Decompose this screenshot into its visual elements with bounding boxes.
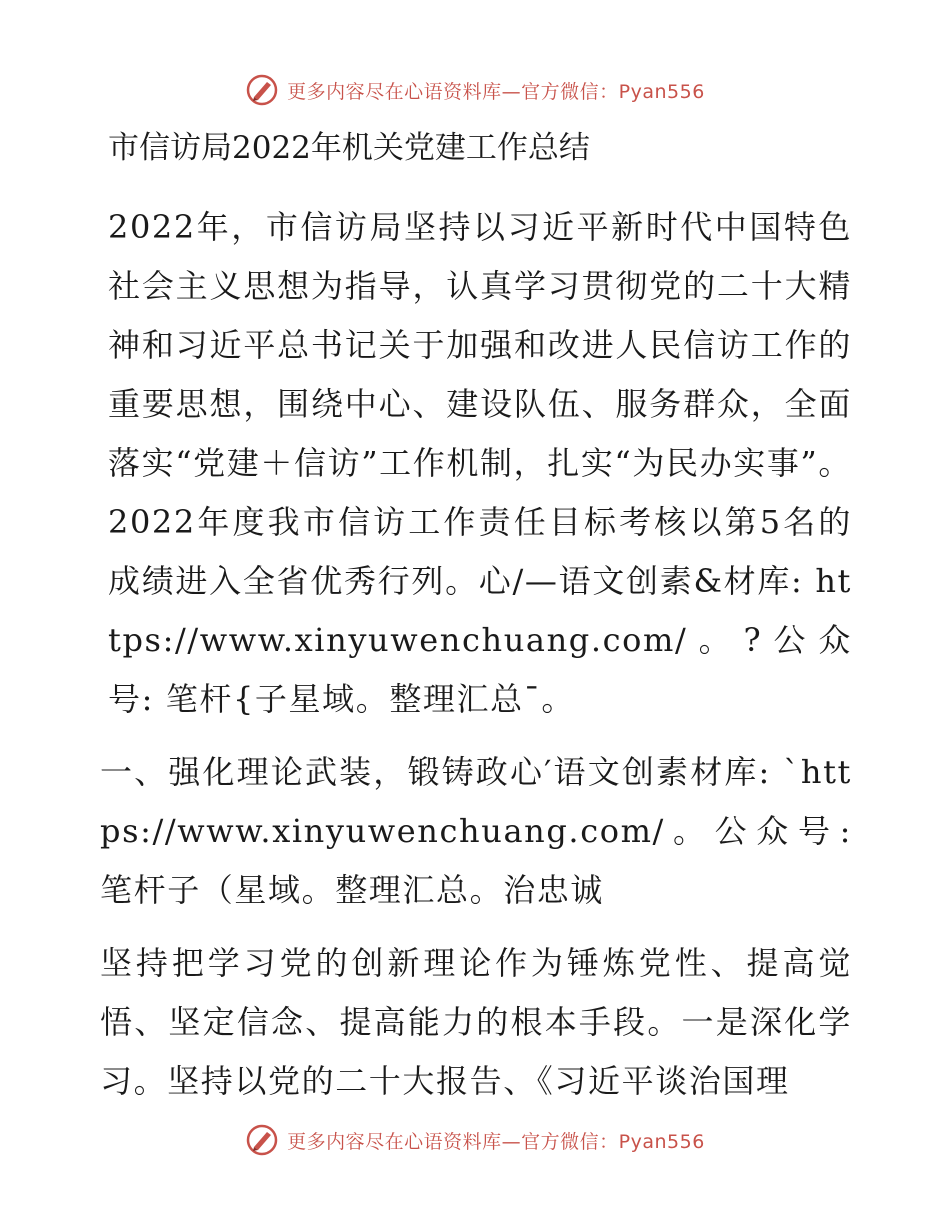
document-body [100,118,852,1111]
paragraph: 2022年，市信访局坚持以习近平新时代中国特色社会主义思想为指导，认真学习贯彻党的二十大精神和习近平总书记关于加强和改进人民信访工作的重要思想，围绕中心、建设队伍、服务群众，全面落实“党建＋信访”工作机制，扎实“为民办实事”。2022年度我市信访工作责任目标考核以第5名的成绩进入全省优秀行列。心/—语文创素&材库: https://www.xinyuwenchuang.com/。?公众号: 笔杆{子星域。整理汇总¯。 [108,208,852,718]
watermark-text: 更多内容尽在心语资料库—官方微信：Pyan556 [287,80,705,103]
document-title: 市信访局2022年机关党建工作总结 [108,130,590,166]
watermark-header [0,70,950,110]
watermark-text: 更多内容尽在心语资料库—官方微信：Pyan556 [287,1130,705,1153]
paragraph: 一、强化理论武装，锻铸政心′语文创素材库: `https://www.xinyuwenchuang.com/。公众号: 笔杆子（星域。整理汇总。治忠诚 [100,753,852,909]
pen-logo-icon [245,1123,279,1157]
watermark-footer [0,1120,950,1160]
pen-logo-icon [245,73,279,107]
paragraph: 坚持把学习党的创新理论作为锤炼党性、提高觉悟、坚定信念、提高能力的根本手段。一是深化学习。坚持以党的二十大报告、《习近平谈治国理 [100,944,852,1100]
